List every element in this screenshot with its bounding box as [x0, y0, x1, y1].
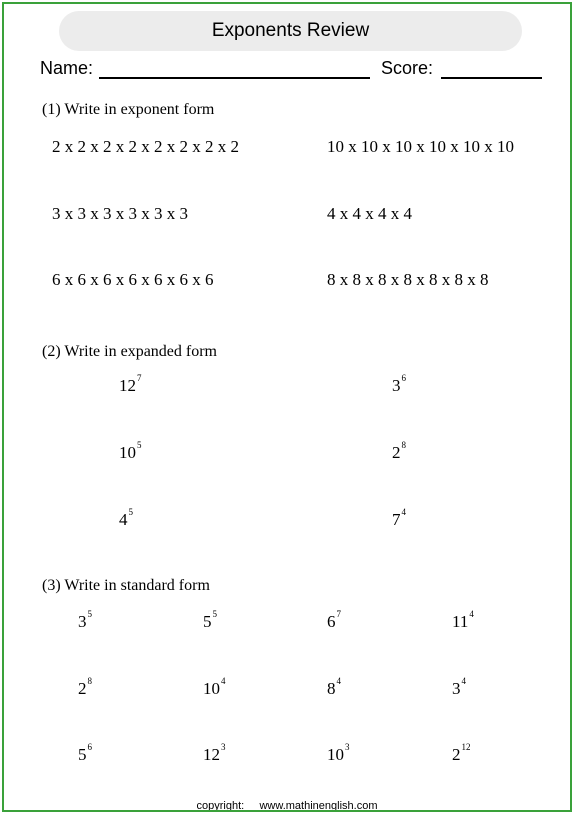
- standard-form-item: $11^4$: [452, 609, 474, 631]
- standard-form-item: $2^{12}$: [452, 742, 471, 764]
- standard-form-item: $8^4$: [327, 676, 341, 698]
- standard-form-item: $5^6$: [78, 742, 92, 764]
- standard-form-item: $6^7$: [327, 609, 341, 631]
- exponent-form-item: 8 x 8 x 8 x 8 x 8 x 8 x 8: [327, 270, 489, 289]
- worksheet: [2, 2, 572, 812]
- name-label: Name:: [40, 58, 94, 78]
- section3-heading: (3) Write in standard form: [42, 577, 210, 594]
- score-answer-line: [441, 77, 542, 79]
- exponent-form-item: 6 x 6 x 6 x 6 x 6 x 6 x 6: [52, 270, 214, 289]
- copyright-label: copyright:: [196, 800, 245, 812]
- expanded-form-item: $4^5$: [119, 507, 133, 529]
- exponent-form-item: 10 x 10 x 10 x 10 x 10 x 10: [327, 137, 514, 156]
- standard-form-item: $10^4$: [203, 676, 226, 698]
- standard-form-item: $3^4$: [452, 676, 466, 698]
- exponent-form-item: 3 x 3 x 3 x 3 x 3 x 3: [52, 204, 188, 223]
- website-link[interactable]: www.mathinenglish.com: [259, 800, 378, 812]
- expanded-form-item: $7^4$: [392, 507, 406, 529]
- expanded-form-item: $10^5$: [119, 440, 142, 462]
- name-answer-line: [99, 77, 370, 79]
- standard-form-item: $5^5$: [203, 609, 217, 631]
- expanded-form-item: $3^6$: [392, 373, 406, 395]
- expanded-form-item: $2^8$: [392, 440, 406, 462]
- exponent-form-item: 2 x 2 x 2 x 2 x 2 x 2 x 2 x 2: [52, 137, 239, 156]
- standard-form-item: $10^3$: [327, 742, 350, 764]
- expanded-form-item: $12^7$: [119, 373, 142, 395]
- section2-heading: (2) Write in expanded form: [42, 343, 217, 360]
- score-label: Score:: [381, 58, 434, 78]
- worksheet-title: Exponents Review: [59, 11, 522, 51]
- standard-form-item: $12^3$: [203, 742, 226, 764]
- copyright-footer: [4, 800, 570, 812]
- exponent-form-item: 4 x 4 x 4 x 4: [327, 204, 412, 223]
- standard-form-item: $2^8$: [78, 676, 92, 698]
- standard-form-item: $3^5$: [78, 609, 92, 631]
- section1-heading: (1) Write in exponent form: [42, 101, 215, 118]
